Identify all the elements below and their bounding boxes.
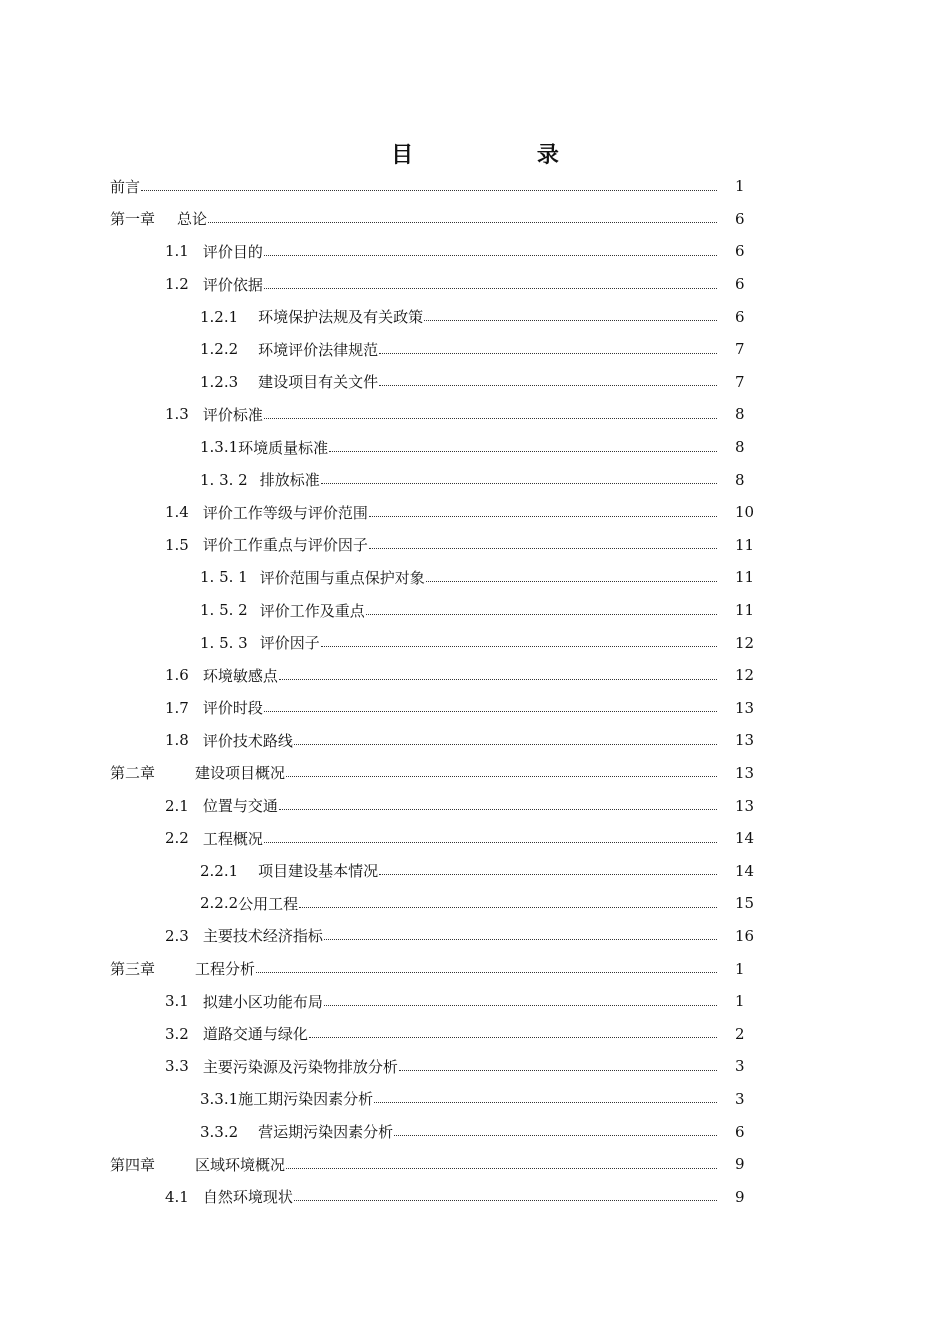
- toc-entry-number: 第一章: [110, 210, 156, 229]
- toc-entry-page: 13: [735, 763, 755, 782]
- toc-entry[interactable]: [110, 1017, 775, 1050]
- toc-entry[interactable]: [110, 594, 775, 627]
- toc-entry-page: 1: [735, 959, 745, 978]
- toc-entry-title: 评价时段: [202, 699, 263, 718]
- dot-leader: [264, 842, 717, 843]
- toc-entry-title: 建设项目概况: [195, 764, 286, 783]
- toc-entry[interactable]: [110, 398, 775, 431]
- toc-entry-page: 10: [735, 503, 755, 522]
- toc-entry-number: 3.3.1: [200, 1089, 239, 1108]
- toc-entry[interactable]: [110, 366, 775, 399]
- dot-leader: [264, 711, 717, 712]
- dot-leader: [366, 614, 717, 615]
- dot-leader: [256, 972, 717, 973]
- toc-entry-number: 1.5: [165, 535, 189, 554]
- toc-entry[interactable]: [110, 952, 775, 985]
- toc-entry-title: 项目建设基本情况: [258, 862, 379, 881]
- toc-entry-number: 第二章: [110, 764, 156, 783]
- toc-entry-title: 工程分析: [195, 960, 256, 979]
- toc-entry-page: 11: [735, 535, 755, 554]
- dot-leader: [321, 483, 717, 484]
- toc-entry-page: 6: [735, 275, 745, 294]
- toc-entry-title: 评价范围与重点保护对象: [259, 568, 425, 587]
- toc-entry-title: 评价工作等级与评价范围: [202, 503, 368, 522]
- toc-entry-page: 9: [735, 1187, 745, 1206]
- toc-entry[interactable]: [110, 529, 775, 562]
- dot-leader: [321, 646, 717, 647]
- toc-entry-page: 6: [735, 1122, 745, 1141]
- dot-leader: [369, 516, 717, 517]
- toc-entry[interactable]: [110, 463, 775, 496]
- toc-entry[interactable]: [110, 268, 775, 301]
- toc-entry-number: 1.2.2: [200, 340, 239, 359]
- toc-entry-number: 1.8: [165, 731, 189, 750]
- toc-entry-number: 1. 5. 2: [200, 601, 248, 620]
- toc-entry-page: 6: [735, 209, 745, 228]
- toc-entry[interactable]: [110, 757, 775, 790]
- toc-entry-number: 1.4: [165, 503, 189, 522]
- toc-entry-number: 2.2.2: [200, 894, 239, 913]
- toc-entry-page: 6: [735, 307, 745, 326]
- toc-entry[interactable]: [110, 1180, 775, 1213]
- toc-entry-page: 11: [735, 568, 755, 587]
- toc-entry-title: 环境质量标准: [238, 438, 329, 457]
- toc-entry-number: 2.2: [165, 829, 189, 848]
- toc-entry-page: 14: [735, 829, 755, 848]
- toc-entry[interactable]: [110, 659, 775, 692]
- dot-leader: [264, 255, 717, 256]
- toc-entry-title: 区域环境概况: [195, 1155, 286, 1174]
- toc-entry-title: 自然环境现状: [202, 1188, 293, 1207]
- toc-entry-number: 3.3: [165, 1057, 189, 1076]
- dot-leader: [399, 1070, 717, 1071]
- toc-entry-number: 1. 5. 1: [200, 568, 248, 587]
- toc-entry-title: 评价依据: [202, 275, 263, 294]
- toc-entry-number: 1.2.1: [200, 307, 239, 326]
- dot-leader: [369, 548, 717, 549]
- toc-entry[interactable]: [110, 561, 775, 594]
- dot-leader: [299, 907, 717, 908]
- toc-entry[interactable]: [110, 626, 775, 659]
- dot-leader: [424, 320, 717, 321]
- toc-entry[interactable]: [110, 789, 775, 822]
- toc-entry-title: 施工期污染因素分析: [238, 1090, 374, 1109]
- toc-entry-page: 15: [735, 894, 755, 913]
- toc-entry-title: 主要污染源及污染物排放分析: [202, 1057, 398, 1076]
- toc-entry-title: 营运期污染因素分析: [258, 1123, 394, 1142]
- toc-entry-title: 建设项目有关文件: [258, 373, 379, 392]
- toc-entry-number: 1.2.3: [200, 372, 239, 391]
- toc-entry[interactable]: [110, 203, 775, 236]
- toc-entry-number: 3.2: [165, 1024, 189, 1043]
- dot-leader: [324, 939, 717, 940]
- dot-leader: [394, 1135, 717, 1136]
- dot-leader: [286, 776, 717, 777]
- toc-entry-title: 工程概况: [202, 829, 263, 848]
- toc-entry-page: 2: [735, 1024, 745, 1043]
- toc-entry-page: 9: [735, 1155, 745, 1174]
- toc-entry-title: 评价目的: [202, 242, 263, 261]
- toc-entry[interactable]: [110, 333, 775, 366]
- toc-entry-page: 13: [735, 796, 755, 815]
- dot-leader: [208, 222, 717, 223]
- toc-entry-title: 位置与交通: [202, 797, 278, 816]
- dot-leader: [279, 679, 717, 680]
- dot-leader: [264, 288, 717, 289]
- toc-entry[interactable]: [110, 1050, 775, 1083]
- toc-entry[interactable]: [110, 887, 775, 920]
- toc-entry-number: 1. 3. 2: [200, 470, 248, 489]
- toc-entry-number: 1.2: [165, 275, 189, 294]
- dot-leader: [286, 1168, 717, 1169]
- toc-entry-page: 13: [735, 698, 755, 717]
- toc-entry-page: 3: [735, 1057, 745, 1076]
- toc-entry-number: 1.6: [165, 666, 189, 685]
- toc-entry[interactable]: [110, 170, 775, 203]
- toc-entry[interactable]: [110, 1115, 775, 1148]
- toc-entry-page: 8: [735, 470, 745, 489]
- toc-entry-number: 2.2.1: [200, 861, 239, 880]
- dot-leader: [324, 1005, 717, 1006]
- toc-entry-title: 环境评价法律规范: [258, 340, 379, 359]
- dot-leader: [141, 190, 717, 191]
- toc-entry-title: 主要技术经济指标: [202, 927, 323, 946]
- toc-entry-page: 12: [735, 666, 755, 685]
- toc-entry[interactable]: [110, 431, 775, 464]
- toc-entry[interactable]: [110, 692, 775, 725]
- dot-leader: [374, 1102, 717, 1103]
- toc-entry-title: 评价标准: [202, 405, 263, 424]
- toc-entry-number: 4.1: [165, 1187, 189, 1206]
- toc-entry-page: 14: [735, 861, 755, 880]
- toc-entry[interactable]: [110, 920, 775, 953]
- toc-entry[interactable]: [110, 854, 775, 887]
- toc-entry-title: 拟建小区功能布局: [202, 992, 323, 1011]
- toc-entry-title: 道路交通与绿化: [202, 1025, 308, 1044]
- toc-entry[interactable]: [110, 496, 775, 529]
- toc-entry-title: 评价工作及重点: [259, 601, 365, 620]
- toc-entry-page: 1: [735, 992, 745, 1011]
- table-of-contents: [110, 170, 775, 1213]
- toc-entry-page: 7: [735, 340, 745, 359]
- toc-entry[interactable]: [110, 300, 775, 333]
- toc-entry-number: 1.3.1: [200, 438, 239, 457]
- toc-entry-page: 16: [735, 926, 755, 945]
- dot-leader: [379, 385, 717, 386]
- toc-entry-title: 排放标准: [259, 471, 320, 490]
- dot-leader: [426, 581, 717, 582]
- toc-entry-title: 评价因子: [259, 634, 320, 653]
- toc-entry-number: 1.1: [165, 242, 189, 261]
- toc-entry-number: 1. 5. 3: [200, 633, 248, 652]
- toc-entry-number: 第三章: [110, 960, 156, 979]
- toc-entry-title: 环境保护法规及有关政策: [258, 308, 424, 327]
- toc-entry-page: 11: [735, 601, 755, 620]
- toc-entry-title: 环境敏感点: [202, 666, 278, 685]
- toc-entry-page: 8: [735, 438, 745, 457]
- toc-entry-title: 总论: [177, 210, 208, 229]
- toc-entry-page: 13: [735, 731, 755, 750]
- toc-entry-number: 3.1: [165, 992, 189, 1011]
- toc-entry[interactable]: [110, 1083, 775, 1116]
- toc-entry[interactable]: [110, 985, 775, 1018]
- toc-entry-number: 2.3: [165, 926, 189, 945]
- toc-entry-number: 2.1: [165, 796, 189, 815]
- toc-entry-number: 3.3.2: [200, 1122, 239, 1141]
- toc-entry[interactable]: [110, 822, 775, 855]
- dot-leader: [379, 874, 717, 875]
- dot-leader: [309, 1037, 717, 1038]
- toc-entry[interactable]: [110, 1148, 775, 1181]
- toc-entry-page: 12: [735, 633, 755, 652]
- toc-entry-title: 评价工作重点与评价因子: [202, 536, 368, 555]
- toc-entry-number: 1.3: [165, 405, 189, 424]
- toc-entry-number: 1.7: [165, 698, 189, 717]
- dot-leader: [379, 353, 717, 354]
- toc-entry[interactable]: [110, 235, 775, 268]
- dot-leader: [264, 418, 717, 419]
- dot-leader: [294, 744, 717, 745]
- toc-entry-page: 7: [735, 372, 745, 391]
- toc-entry-title: 评价技术路线: [202, 731, 293, 750]
- dot-leader: [329, 451, 717, 452]
- toc-entry-page: 3: [735, 1089, 745, 1108]
- toc-entry-title: 公用工程: [238, 894, 299, 913]
- toc-entry[interactable]: [110, 724, 775, 757]
- page-title: 目 录: [391, 142, 617, 168]
- toc-entry-number: 第四章: [110, 1155, 156, 1174]
- toc-entry-page: 6: [735, 242, 745, 261]
- toc-entry-page: 1: [735, 177, 745, 196]
- toc-entry-page: 8: [735, 405, 745, 424]
- dot-leader: [279, 809, 717, 810]
- toc-entry-title: 前言: [110, 177, 141, 196]
- dot-leader: [294, 1200, 717, 1201]
